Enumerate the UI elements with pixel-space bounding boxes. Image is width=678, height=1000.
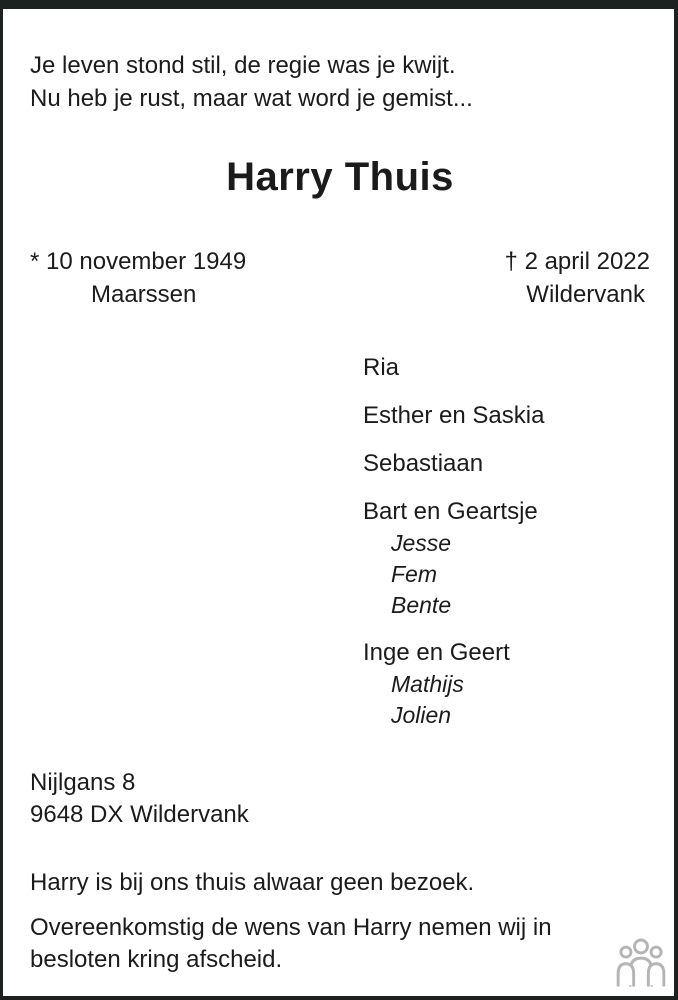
birth-date-line [30, 245, 246, 278]
address-block [30, 767, 650, 831]
grandchild-name: Mathijs [391, 671, 464, 697]
dates-row [30, 245, 650, 311]
grandchild-name: Fem [391, 561, 437, 587]
birth-symbol: * [30, 248, 40, 275]
family-icon [615, 937, 667, 987]
grandchild-name: Bente [391, 592, 452, 618]
birth-block [30, 245, 246, 311]
death-symbol: † [504, 248, 518, 275]
birth-place: Maarssen [91, 281, 197, 308]
family-member-name: Inge en Geert [363, 639, 510, 666]
family-member [363, 351, 650, 384]
birth-date: 10 november 1949 [46, 248, 247, 275]
death-date: 2 april 2022 [524, 248, 650, 275]
family-member [363, 399, 650, 432]
family-list [363, 351, 650, 731]
grandchild-name: Jolien [391, 702, 452, 728]
family-member-name: Bart en Geartsje [363, 498, 538, 525]
family-member [363, 495, 650, 621]
family-member-name: Ria [363, 354, 400, 381]
deceased-name: Harry Thuis [226, 155, 454, 199]
death-block [505, 245, 650, 311]
death-place: Wildervank [526, 281, 645, 308]
family-member [363, 636, 650, 731]
family-member-name: Esther en Saskia [363, 402, 545, 429]
epitaph-line-1: Je leven stond stil, de regie was je kwijt. [30, 52, 456, 79]
farewell-note: Overeenkomstig de wens van Harry nemen wij in besloten kring afscheid. [30, 914, 552, 973]
epitaph-line-2: Nu heb je rust, maar wat word je gemist... [30, 85, 473, 112]
family-member-name: Sebastiaan [363, 450, 484, 477]
address-city: 9648 DX Wildervank [30, 801, 249, 828]
death-date-line [505, 245, 650, 278]
visiting-note: Harry is bij ons thuis alwaar geen bezoek. [30, 869, 475, 896]
address-street: Nijlgans 8 [30, 769, 136, 796]
family-member [363, 447, 650, 480]
obituary-content [3, 49, 674, 976]
grandchild-name: Jesse [391, 530, 452, 556]
family-grandchildren [391, 528, 650, 621]
epitaph-verse [30, 49, 650, 115]
family-grandchildren [391, 669, 650, 731]
